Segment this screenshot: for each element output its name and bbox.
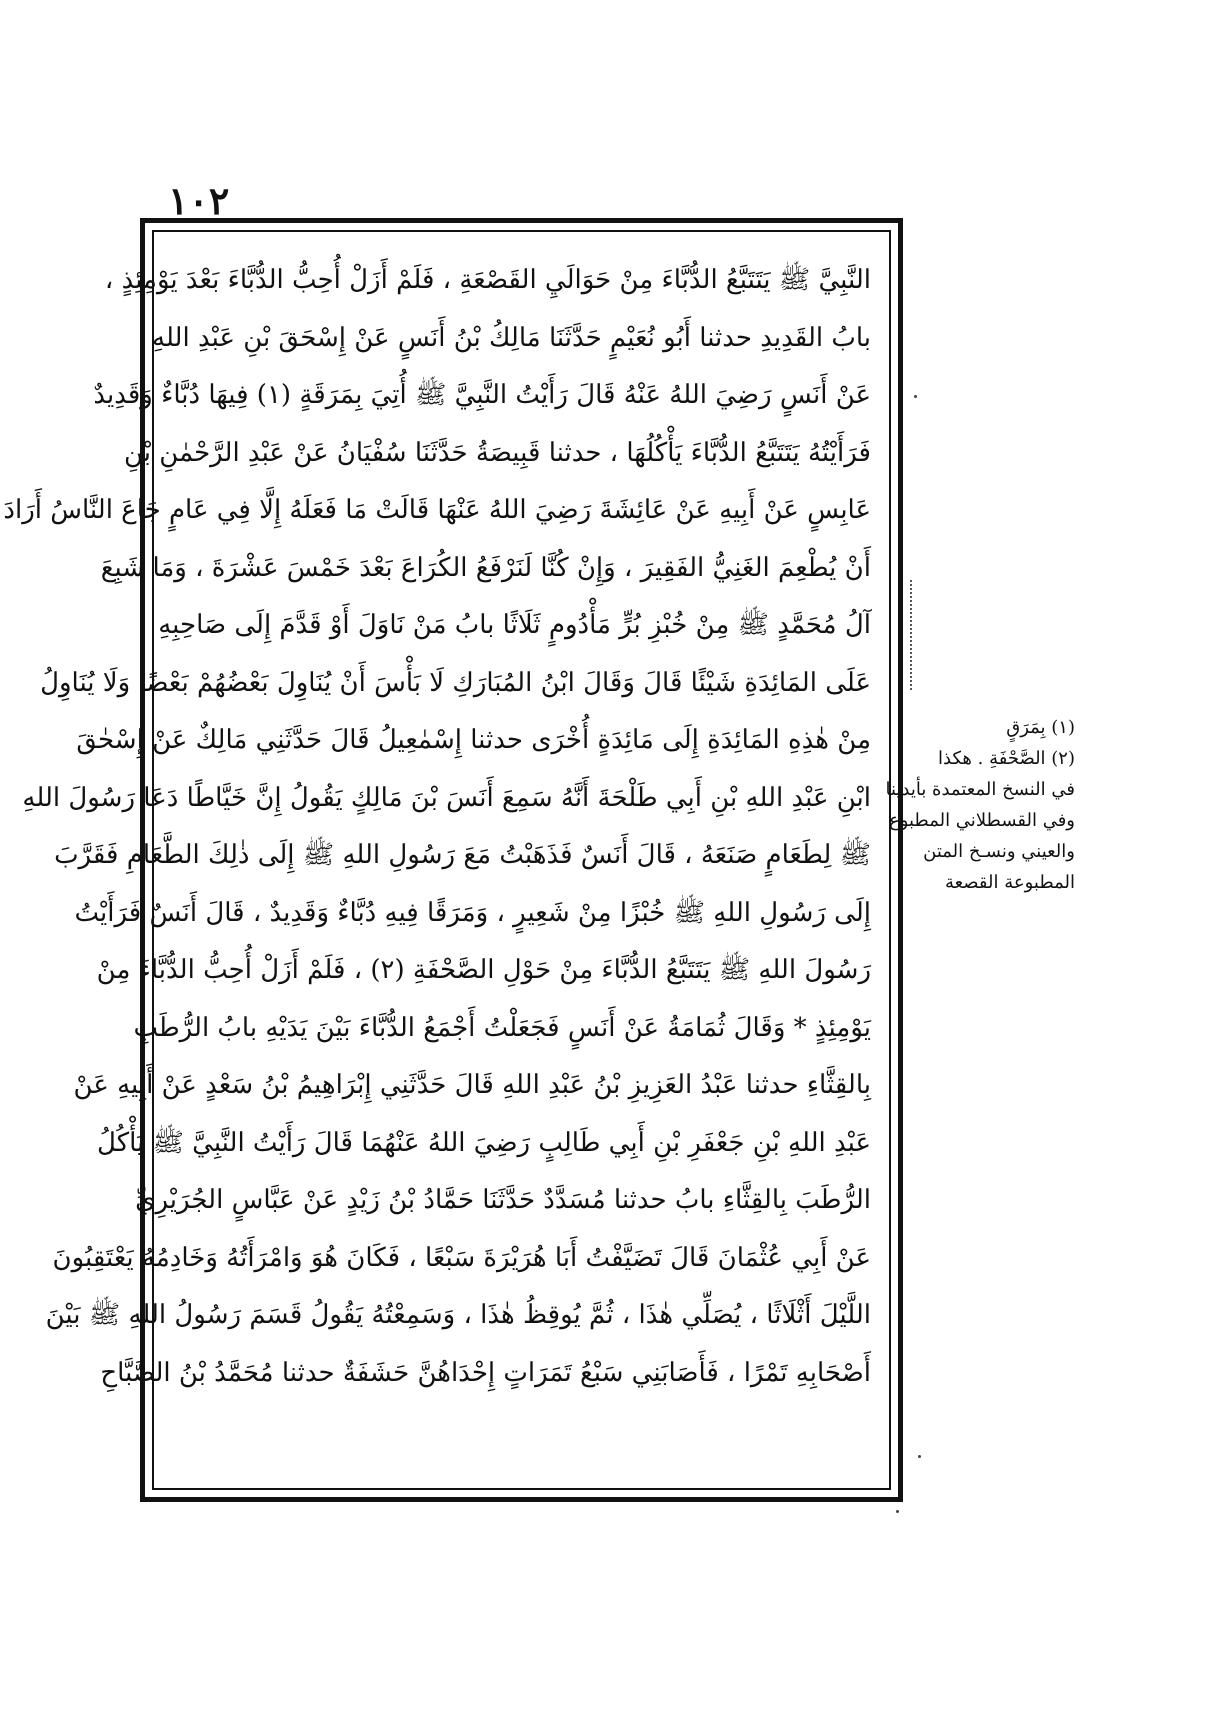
footnote-line: المطبوعة القصعة (944, 872, 1075, 893)
text-line: آلُ مُحَمَّدٍ ﷺ مِنْ خُبْزِ بُرٍّ مَأْدُومٍ ثَلَاثًا بابُ مَنْ نَاوَلَ أَوْ قَدَّمَ إِلَى صَاحِبِهِ (158, 610, 871, 640)
footnote-line: (١) بِمَرَقٍ (1006, 717, 1075, 738)
text-line: إِلَى رَسُولِ اللهِ ﷺ خُبْزًا مِنْ شَعِيرٍ ، وَمَرَقًا فِيهِ دُبَّاءٌ وَقَدِيدٌ ، قَالَ أَنَسٌ فَرَأَيْتُ (74, 897, 871, 928)
margin-speck (918, 1455, 921, 1458)
text-line: ﷺ لِطَعَامٍ صَنَعَهُ ، قَالَ أَنَسٌ فَذَهَبْتُ مَعَ رَسُولِ اللهِ ﷺ إِلَى ذٰلِكَ الطَّعَامِ فَقَرَّبَ (54, 840, 871, 870)
page-number: ١٠٢ (168, 178, 230, 223)
footnote-line: في النسخ المعتمدة بأيدينا (885, 779, 1075, 800)
text-line: أَصْحَابِهِ تَمْرًا ، فَأَصَابَنِي سَبْعُ تَمَرَاتٍ إِحْدَاهُنَّ حَشَفَةٌ حدثنا مُحَمَّدُ بْنُ الصَّبَّاحِ (100, 1357, 871, 1388)
page-border-outer (3, 218, 903, 1502)
text-line: فَرَأَيْتُهُ يَتَتَبَّعُ الدُّبَّاءَ يَأْكُلُهَا ، حدثنا قَبِيصَةُ حَدَّثَنَا سُفْيَانُ عَنْ عَبْدِ الرَّحْمٰنِ بْنِ (123, 437, 871, 468)
text-line: أَنْ يُطْعِمَ الغَنِيُّ الفَقِيرَ ، وَإِنْ كُنَّا لَنَرْفَعُ الكُرَاعَ بَعْدَ خَمْسَ عَشْرَةَ ، وَمَا شَبِعَ (100, 552, 871, 583)
footnote-line: وفي القسطلاني المطبوع (888, 810, 1075, 831)
text-line: اللَّيْلَ أَثْلَاثًا ، يُصَلِّي هٰذَا ، ثُمَّ يُوقِظُ هٰذَا ، وَسَمِعْتُهُ يَقُولُ قَسَمَ رَسُولُ اللهِ ﷺ بَيْنَ (45, 1300, 871, 1330)
text-line: عَنْ أَبِي عُثْمَانَ قَالَ تَضَيَّفْتُ أَبَا هُرَيْرَةَ سَبْعًا ، فَكَانَ هُوَ وَامْرَأَتُهُ وَخَادِمُهُ يَعْتَقِبُونَ (52, 1242, 871, 1273)
text-line: بِالقِثَّاءِ حدثنا عَبْدُ العَزِيزِ بْنُ عَبْدِ اللهِ قَالَ حَدَّثَنِي إِبْرَاهِيمُ بْنُ سَعْدٍ عَنْ أَبِيهِ عَنْ (73, 1070, 871, 1100)
text-line: مِنْ هٰذِهِ المَائِدَةِ إِلَى مَائِدَةٍ أُخْرَى حدثنا إِسْمٰعِيلُ قَالَ حَدَّثَنِي مَالِكٌ عَنْ إِسْحٰقَ (76, 725, 871, 755)
text-line: عَنْ أَنَسٍ رَضِيَ اللهُ عَنْهُ قَالَ رَأَيْتُ النَّبِيَّ ﷺ أُتِيَ بِمَرَقَةٍ (١) فِيهَا دُبَّاءٌ وَقَدِيدٌ (93, 380, 871, 410)
text-line: النَّبِيَّ ﷺ يَتَتَبَّعُ الدُّبَّاءَ مِنْ حَوَالَيِ القَصْعَةِ ، فَلَمْ أَزَلْ أُحِبُّ الدُّبَّاءَ بَعْدَ يَوْمِئِذٍ ، (104, 265, 871, 295)
margin-speck (896, 1510, 899, 1513)
margin-footnotes (885, 712, 1075, 898)
text-line: عَبْدِ اللهِ بْنِ جَعْفَرِ بْنِ أَبِي طَالِبٍ رَضِيَ اللهُ عَنْهُمَا قَالَ رَأَيْتُ النَّبِيَّ ﷺ يَأْكُلُ (97, 1127, 871, 1158)
text-line: يَوْمِئِذٍ * وَقَالَ ثُمَامَةُ عَنْ أَنَسٍ فَجَعَلْتُ أَجْمَعُ الدُّبَّاءَ بَيْنَ يَدَيْهِ بابُ الرُّطَبِ (133, 1012, 871, 1043)
text-line: عَابِسٍ عَنْ أَبِيهِ عَنْ عَائِشَةَ رَضِيَ اللهُ عَنْهَا قَالَتْ مَا فَعَلَهُ إِلَّا فِي عَامٍ جَاعَ النَّاسُ أَرَادَ (3, 495, 871, 525)
page-border-inner (3, 230, 891, 1490)
text-line: رَسُولَ اللهِ ﷺ يَتَتَبَّعُ الدُّبَّاءَ مِنْ حَوْلِ الصَّحْفَةِ (٢) ، فَلَمْ أَزَلْ أُحِبُّ الدُّبَّاءَ مِنْ (96, 955, 871, 985)
margin-dots (910, 580, 914, 690)
text-line: ابْنِ عَبْدِ اللهِ بْنِ أَبِي طَلْحَةَ أَنَّهُ سَمِعَ أَنَسَ بْنَ مَالِكٍ يَقُولُ إِنَّ خَيَّاطًا دَعَا رَسُولَ اللهِ (22, 782, 871, 813)
footnote-line: (٢) الصَّحْفَةِ . هكذا (938, 748, 1075, 769)
text-line: عَلَى المَائِدَةِ شَيْئًا قَالَ وَقَالَ ابْنُ المُبَارَكِ لَا بَأْسَ أَنْ يُنَاوِلَ بَعْضُهُمْ بَعْضًا وَلَا يُنَاوِلُ (40, 667, 871, 698)
footnote-line: والعيني ونسـخ المتن (923, 841, 1075, 862)
margin-speck (914, 395, 917, 398)
text-line: بابُ القَدِيدِ حدثنا أَبُو نُعَيْمٍ حَدَّثَنَا مَالِكُ بْنُ أَنَسٍ عَنْ إِسْحَقَ بْنِ عَبْدِ اللهِ (152, 322, 871, 353)
main-text-block (3, 252, 871, 1402)
text-line: الرُّطَبَ بِالقِثَّاءِ بابُ حدثنا مُسَدَّدٌ حَدَّثَنَا حَمَّادُ بْنُ زَيْدٍ عَنْ عَبَّاسٍ الجُرَيْرِيِّ (135, 1185, 871, 1215)
